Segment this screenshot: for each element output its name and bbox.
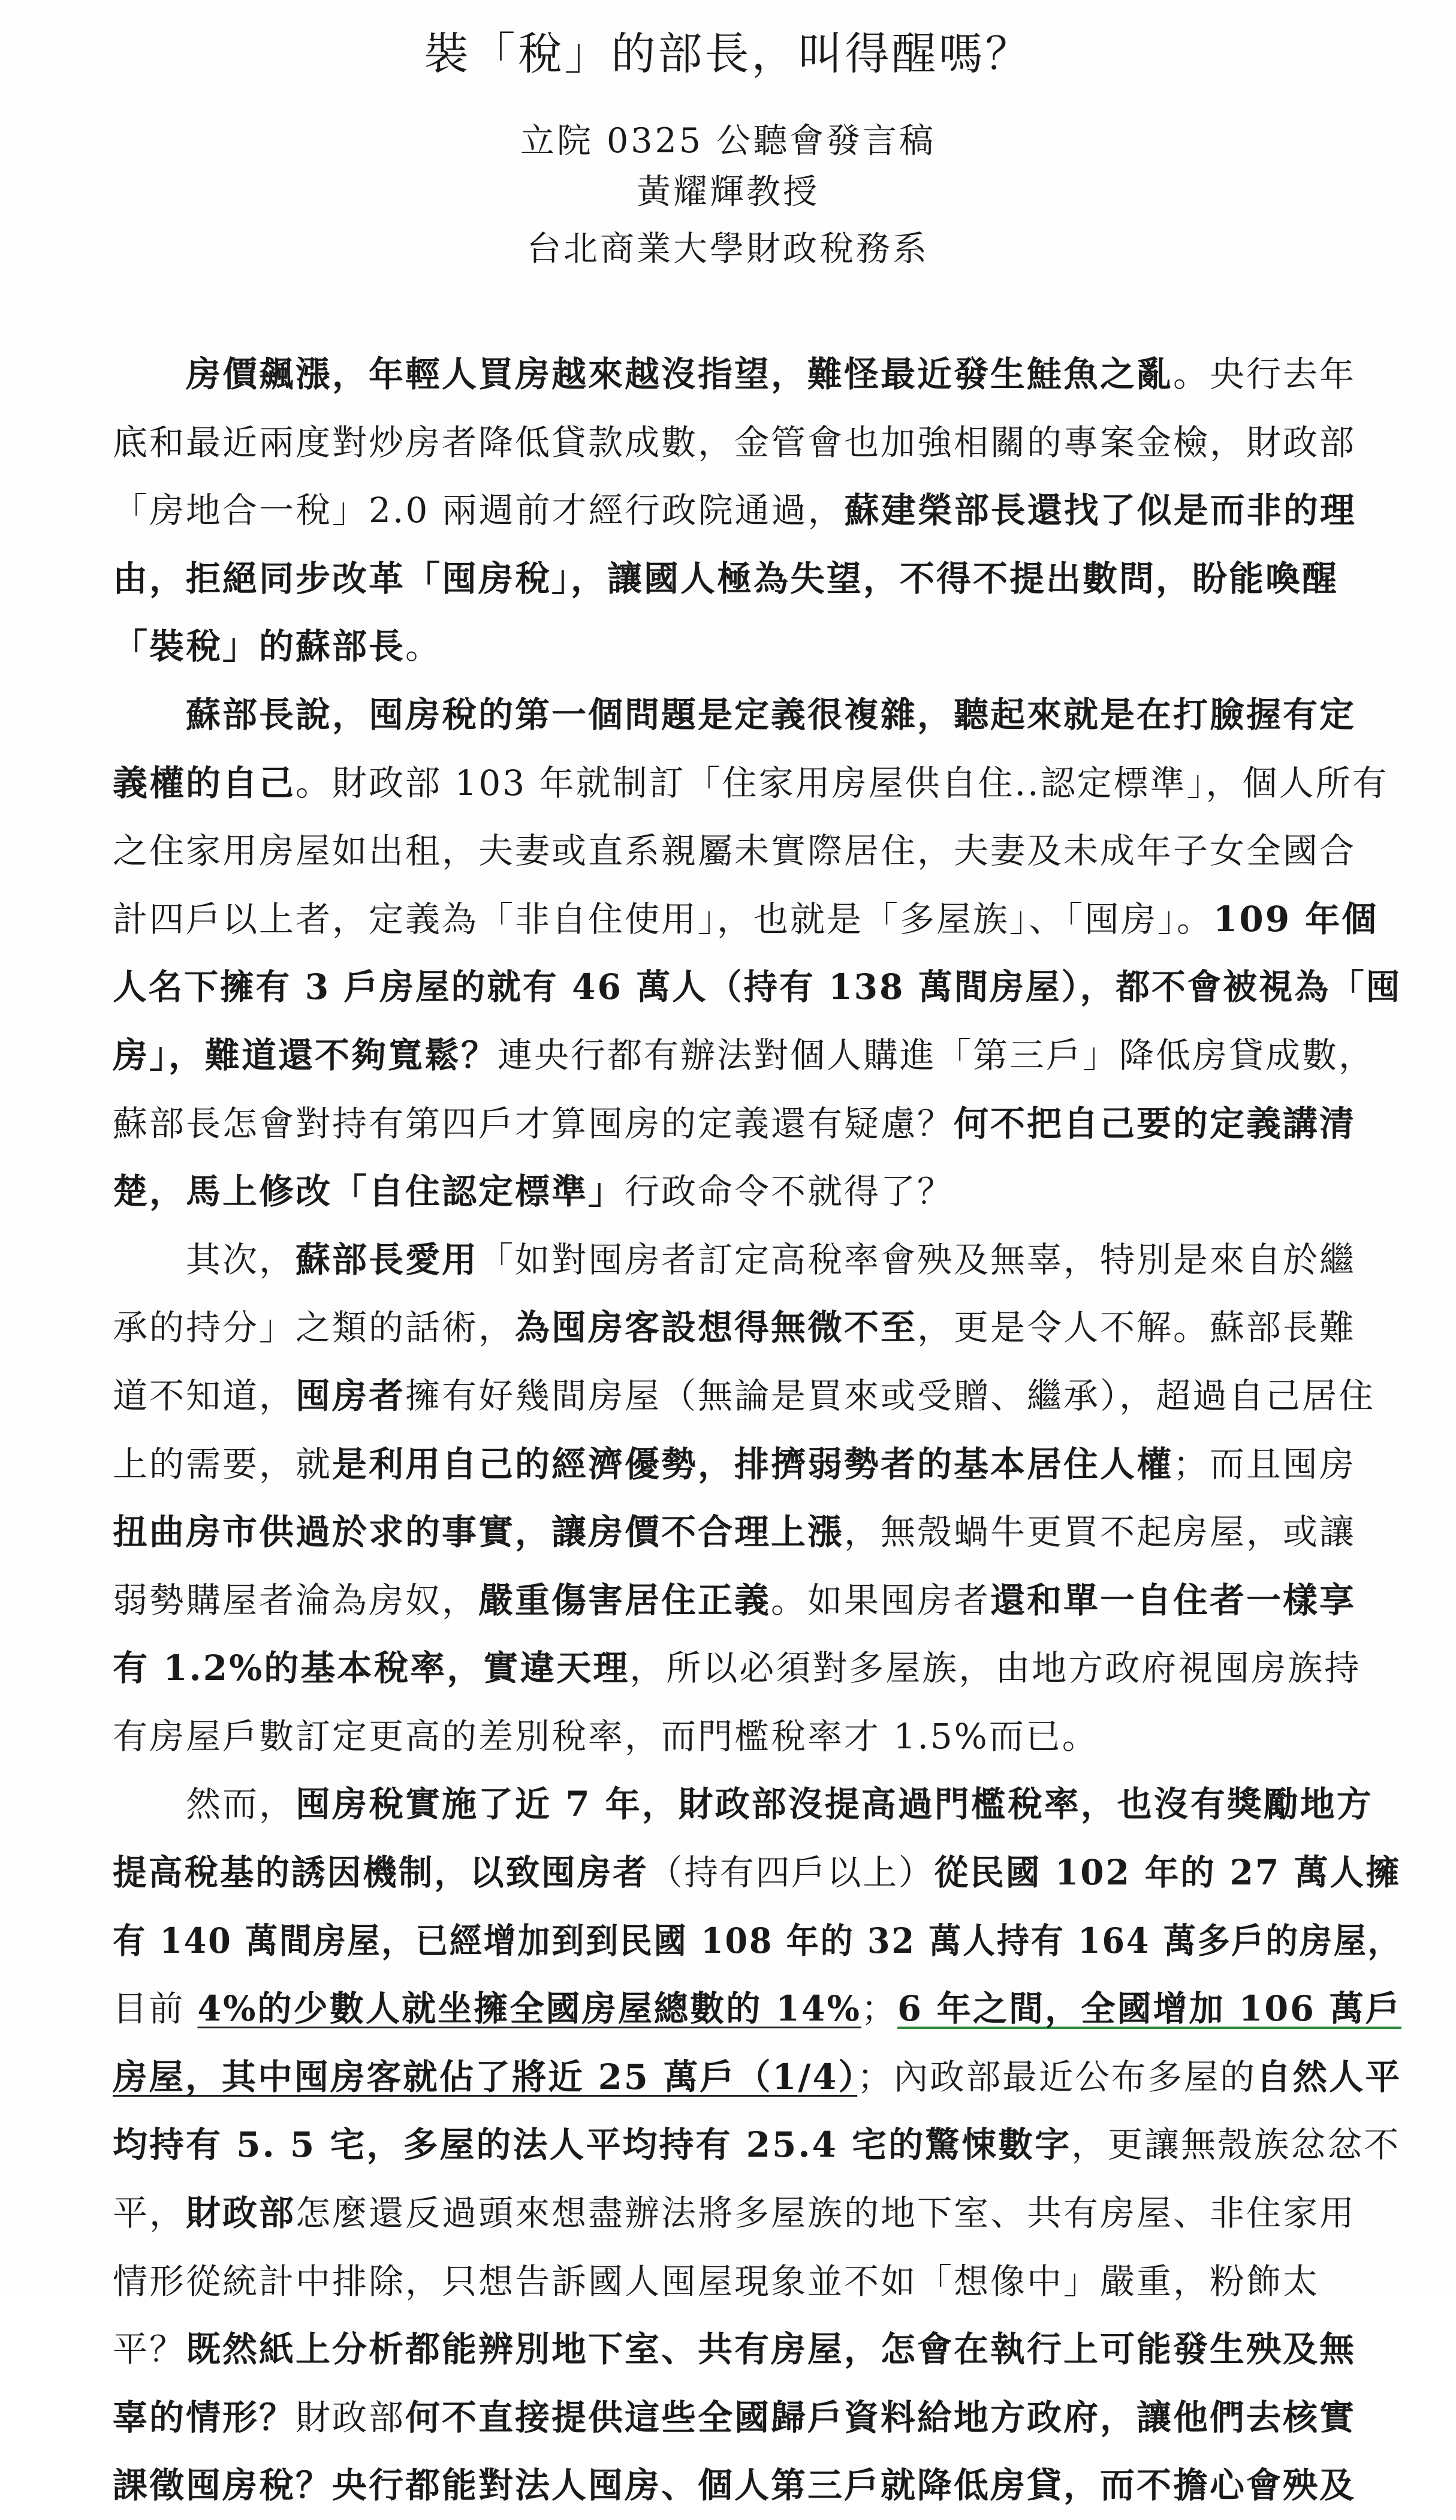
text-run: 「房地合一稅」2.0 兩週前才經行政院通過，: [113, 490, 845, 531]
text-run: ；而且囤房: [1173, 1443, 1356, 1485]
text-run: 從民國 102 年的 27 萬人擁: [934, 1852, 1401, 1893]
text-run: 還和單一自住者一樣享: [990, 1579, 1356, 1621]
text-line: [113, 2179, 1401, 2248]
text-line: [113, 1703, 1401, 1771]
text-line: [113, 1022, 1401, 1090]
text-line: [113, 1567, 1401, 1635]
text-run: 均持有 5. 5 宅，多屋的法人平均持有 25.4 宅的驚悚數字: [113, 2124, 1072, 2166]
text-line: [113, 749, 1401, 818]
text-run: 「裝稅」的蘇部長: [113, 626, 406, 667]
text-run: 辜的情形？: [113, 2396, 296, 2438]
text-line: [113, 477, 1401, 545]
text-run: 課徵囤房稅？: [113, 2465, 333, 2506]
text-run: 其次，: [113, 1239, 296, 1280]
text-line: [113, 2043, 1402, 2112]
text-run: 109 年個: [1213, 898, 1379, 940]
text-run: 扭曲房市供過於求的事實，讓房價不合理上漲: [113, 1512, 845, 1553]
author-affiliation: 台北商業大學財政稅務系: [527, 229, 929, 269]
text-line: [113, 2111, 1401, 2179]
text-run: 連央行都有辦法對個人購進「第三戶」降低房貸成數，: [498, 1034, 1376, 1076]
text-line: [113, 1634, 1401, 1703]
text-line: [113, 1498, 1401, 1567]
text-run: 情形從統計中排除，只想告訴國人囤屋現象並不如「想像中」嚴重，粉飾太: [113, 2260, 1320, 2302]
text-run: 央行都能對法人囤房、個人第三戶就降低房貸，而不擔心會殃及: [332, 2465, 1356, 2506]
text-line: [113, 1975, 1401, 2043]
text-line: [113, 2384, 1401, 2452]
paragraph: [113, 681, 1401, 1226]
text-run: 有 1.2%的基本稅率，實違天理: [113, 1648, 630, 1689]
text-run: 蘇部長怎會對持有第四戶才算囤房的定義還有疑慮？: [113, 1103, 954, 1144]
text-run: 有房屋戶數訂定更高的差別稅率，而門檻稅率才 1.5%而已。: [113, 1715, 1099, 1757]
text-line: [113, 1294, 1401, 1362]
text-run: 由，拒絕同步改革「囤房稅」，讓國人極為失望，不得不提出數問，盼能喚醒: [113, 558, 1339, 599]
text-run: 自然人平: [1256, 2056, 1402, 2097]
text-run: 平？: [113, 2329, 186, 2370]
text-run: 楚，馬上修改「自住認定標準」: [113, 1171, 625, 1212]
text-run: 囤房稅實施了近 7 年，財政部沒提高過門檻稅率，也沒有獎勵地方: [296, 1784, 1373, 1825]
document-title: 裝「稅」的部長，叫得醒嗎？: [424, 28, 1032, 80]
text-line: [113, 341, 1401, 409]
text-run: 弱勢購屋者淪為房奴，: [113, 1579, 479, 1621]
text-line: [113, 2452, 1401, 2520]
text-line: [113, 817, 1401, 886]
text-run: 囤房者: [296, 1375, 406, 1416]
text-run: 。央行去年: [1173, 354, 1356, 395]
text-line: [113, 2316, 1401, 2384]
text-run: 義權的自己: [113, 762, 296, 803]
text-line: [113, 2248, 1401, 2316]
text-run: 嚴重傷害居住正義: [478, 1579, 771, 1621]
text-line: [113, 1839, 1401, 1907]
text-run: ，無殼蝸牛更買不起房屋，或讓: [844, 1512, 1356, 1553]
paragraph: [113, 1771, 1401, 2520]
document-body: [113, 341, 1401, 2520]
text-run: 房」，難道還不夠寬鬆？: [113, 1034, 498, 1076]
text-run: 人名下擁有 3 戶房屋的就有 46 萬人（持有 138 萬間房屋），都不會被視為「囤: [113, 967, 1402, 1008]
text-run: 房價飆漲，年輕人買房越來越沒指望，難怪最近發生鮭魚之亂: [113, 354, 1174, 395]
text-run: 之住家用房屋如出租，夫妻或直系親屬未實際居住，夫妻及未成年子女全國合: [113, 830, 1356, 872]
text-run: 蘇建榮部長還找了似是而非的理: [844, 490, 1356, 531]
text-run: ，更是令人不解。蘇部長難: [917, 1307, 1356, 1348]
text-run: 何不把自己要的定義講清: [954, 1103, 1356, 1144]
text-run: 是利用自己的經濟優勢，排擠弱勢者的基本居住人權: [332, 1443, 1174, 1485]
text-run: ，更讓無殼族忿忿不: [1071, 2124, 1401, 2166]
text-run: 。財政部 103 年就制訂「住家用房屋供自住..認定標準」，個人所有: [296, 762, 1389, 803]
text-line: [113, 1226, 1401, 1294]
text-run: ，所以必須對多屋族，由地方政府視囤房族持: [629, 1648, 1361, 1689]
text-run: 財政部: [296, 2396, 406, 2438]
text-run: 上的需要，就: [113, 1443, 333, 1485]
text-run: 房屋，其中囤房客就佔了將近 25 萬戶（1/4）: [113, 2056, 858, 2097]
text-run: 何不直接提供這些全國歸戶資料給地方政府，讓他們去核實: [405, 2396, 1356, 2438]
text-run: 怎麼還反過頭來想盡辦法將多屋族的地下室、共有房屋、非住家用: [296, 2193, 1356, 2234]
text-line: [113, 1907, 1402, 1976]
text-run: 承的持分」之類的話術，: [113, 1307, 516, 1348]
text-run: 蘇部長愛用: [296, 1239, 479, 1280]
text-run: 然而，: [113, 1784, 296, 1825]
text-run: 。: [405, 626, 442, 667]
text-line: [113, 409, 1401, 477]
text-line: [113, 1158, 1401, 1226]
text-run: ；: [861, 1988, 898, 2030]
text-run: 蘇部長說，囤房稅的第一個問題是定義很複雜，聽起來就是在打臉握有定: [113, 694, 1356, 735]
text-line: [113, 545, 1401, 613]
text-line: [113, 1090, 1401, 1158]
text-line: [113, 886, 1401, 954]
text-line: [113, 1771, 1401, 1839]
text-run: 財政部: [186, 2193, 296, 2234]
text-run: ；內政部最近公布多屋的: [857, 2056, 1256, 2097]
text-run: 。如果囤房者: [771, 1579, 991, 1621]
text-run: 提高稅基的誘因機制，以致囤房者: [113, 1852, 649, 1893]
text-run: 擁有好幾間房屋（無論是買來或受贈、繼承），超過自己居住: [405, 1375, 1376, 1416]
text-run: 平，: [113, 2193, 186, 2234]
text-run: 既然紙上分析都能辨別地下室、共有房屋，怎會在執行上可能發生殃及無: [186, 2329, 1356, 2370]
text-line: [113, 1362, 1401, 1431]
text-line: [113, 681, 1401, 749]
text-run: 為囤房客設想得無微不至: [515, 1307, 918, 1348]
document-subtitle: 立院 0325 公聽會發言稿: [520, 121, 936, 161]
text-run: 行政命令不就得了？: [625, 1171, 954, 1212]
text-run: 6 年之間，全國增加 106 萬戶: [897, 1988, 1401, 2030]
text-line: [113, 613, 1401, 681]
paragraph: [113, 1226, 1401, 1771]
paragraph: [113, 341, 1401, 681]
text-run: 有 140 萬間房屋，已經增加到到民國 108 年的 32 萬人持有 164 萬多戶的房屋，: [113, 1920, 1402, 1961]
text-run: 4%的少數人就坐擁全國房屋總數的 14%: [197, 1988, 861, 2030]
text-line: [113, 953, 1402, 1022]
text-run: 道不知道，: [113, 1375, 296, 1416]
text-line: [113, 1431, 1401, 1499]
text-run: 「如對囤房者訂定高稅率會殃及無辜，特別是來自於繼: [478, 1239, 1356, 1280]
text-run: 計四戶以上者，定義為「非自住使用」，也就是「多屋族」、「囤房」。: [113, 898, 1214, 940]
text-run: （持有四戶以上）: [648, 1852, 935, 1893]
text-run: 目前: [113, 1988, 198, 2030]
author-name: 黃耀輝教授: [637, 172, 819, 212]
text-run: 底和最近兩度對炒房者降低貸款成數，金管會也加強相關的專案金檢，財政部: [113, 421, 1356, 463]
